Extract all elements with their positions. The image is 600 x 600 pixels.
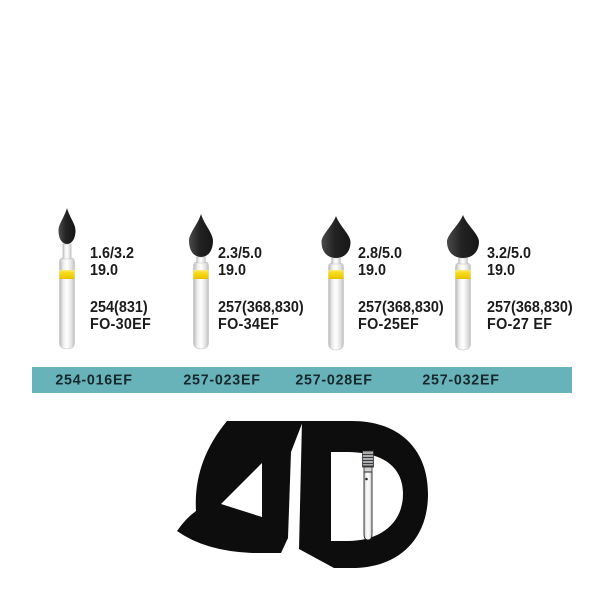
order-code-2: 257-023EF bbox=[183, 371, 261, 389]
bur-illustration-1 bbox=[45, 204, 89, 352]
spec-block-3 bbox=[358, 245, 444, 333]
iso-number: 257(368,830) bbox=[358, 299, 444, 316]
drill-bit-icon bbox=[363, 451, 374, 540]
bur-color-ring bbox=[329, 270, 344, 279]
bur-illustration-2 bbox=[179, 204, 223, 352]
model-number: FO-34EF bbox=[218, 316, 280, 333]
bur-color-ring bbox=[194, 270, 209, 279]
tip-size: 3.2/5.0 bbox=[487, 245, 532, 262]
bur-head bbox=[189, 214, 213, 257]
bur-head bbox=[447, 215, 479, 258]
order-code-4: 257-032EF bbox=[422, 371, 500, 389]
model-number: FO-25EF bbox=[358, 316, 420, 333]
bur-illustration-3 bbox=[314, 204, 358, 352]
logo-letter-d bbox=[299, 421, 428, 568]
tip-size: 1.6/3.2 bbox=[90, 245, 135, 262]
order-code-band bbox=[32, 367, 572, 393]
tip-size: 2.3/5.0 bbox=[218, 245, 263, 262]
bur-neck bbox=[197, 257, 206, 263]
bur-neck bbox=[63, 244, 71, 259]
shank-length: 19.0 bbox=[90, 262, 119, 279]
spec-block-2 bbox=[218, 245, 304, 333]
brand-logo-text bbox=[0, 0, 1, 1]
shank-length: 19.0 bbox=[487, 262, 516, 279]
iso-number: 257(368,830) bbox=[218, 299, 304, 316]
spec-block-1 bbox=[90, 245, 151, 333]
model-number: FO-27 EF bbox=[487, 316, 553, 333]
bur-color-ring bbox=[456, 270, 471, 279]
bur-head bbox=[59, 208, 76, 244]
bur-neck bbox=[332, 258, 341, 264]
atd-logo bbox=[166, 416, 432, 578]
bur-head bbox=[322, 216, 351, 258]
bur-illustration-4 bbox=[441, 204, 485, 352]
bur-neck bbox=[459, 258, 468, 264]
tip-size: 2.8/5.0 bbox=[358, 245, 403, 262]
iso-number: 254(831) bbox=[90, 299, 148, 316]
order-code-3: 257-028EF bbox=[295, 371, 373, 389]
shank-length: 19.0 bbox=[358, 262, 387, 279]
iso-number: 257(368,830) bbox=[487, 299, 573, 316]
spec-block-4 bbox=[487, 245, 573, 333]
model-number: FO-30EF bbox=[90, 316, 152, 333]
logo-letters-at bbox=[177, 421, 303, 553]
bur-color-ring bbox=[60, 270, 75, 279]
order-code-1: 254-016EF bbox=[55, 371, 133, 389]
shank-length: 19.0 bbox=[218, 262, 247, 279]
